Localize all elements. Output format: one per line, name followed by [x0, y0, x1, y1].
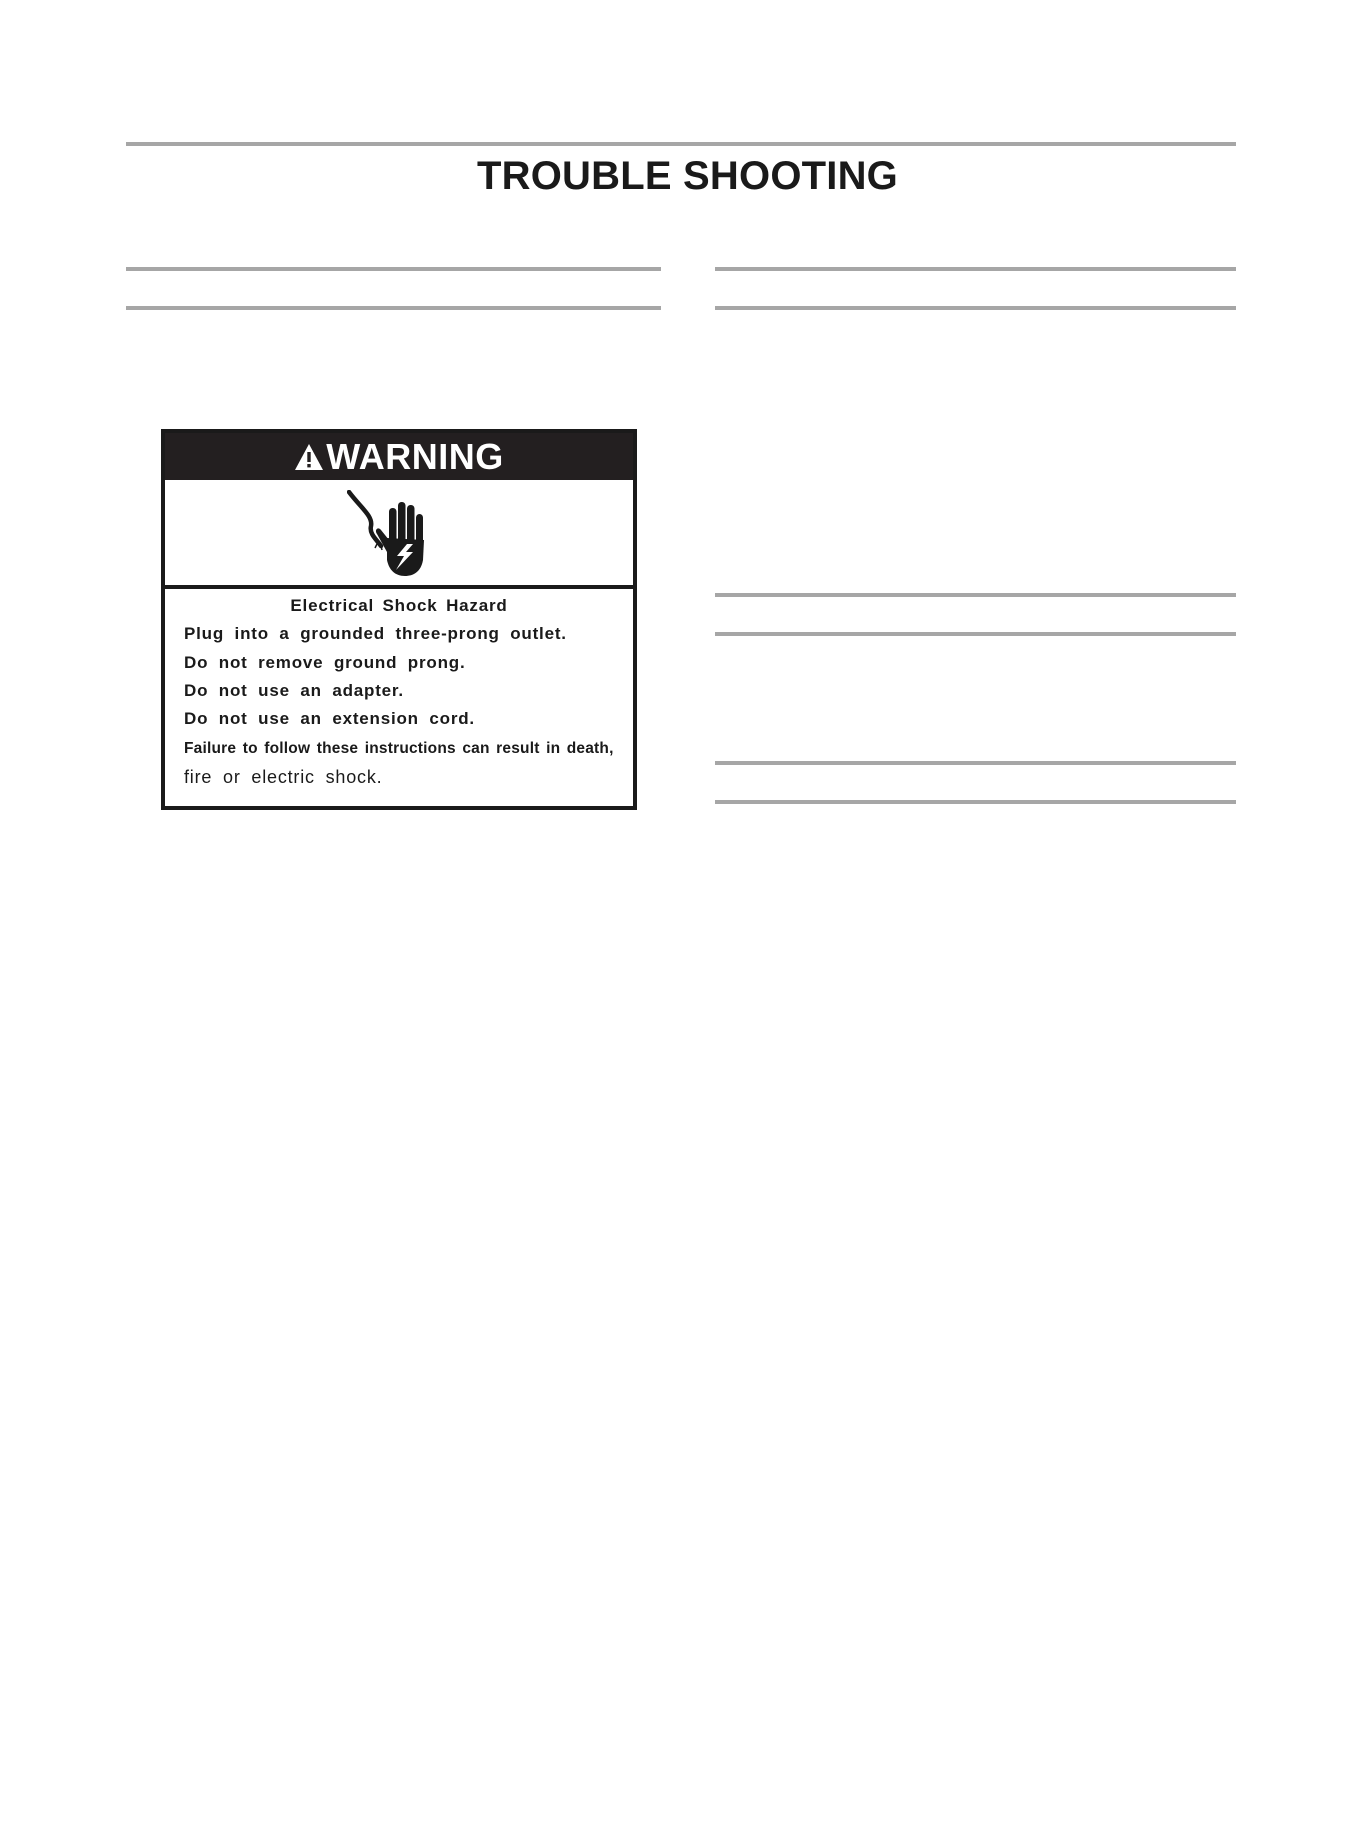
- warning-header: [165, 433, 633, 480]
- instruction-line: Do not remove ground prong.: [184, 653, 466, 672]
- hazard-text-area: [165, 589, 633, 806]
- warning-box: [161, 429, 637, 810]
- instruction-line: Failure to follow these instructions can result in death,: [184, 740, 614, 757]
- left-section-rule-top: [126, 267, 661, 271]
- right-section-rule-5: [715, 761, 1236, 765]
- right-section-rule-6: [715, 800, 1236, 804]
- hazard-icon-area: [165, 480, 633, 589]
- hazard-title: Electrical Shock Hazard: [290, 596, 508, 615]
- instruction-line: Do not use an extension cord.: [184, 709, 475, 728]
- instruction-line: Plug into a grounded three-prong outlet.: [184, 624, 567, 643]
- right-section-rule-2: [715, 306, 1236, 310]
- page-title: TROUBLE SHOOTING: [477, 154, 898, 198]
- right-section-rule-1: [715, 267, 1236, 271]
- instruction-line: Do not use an adapter.: [184, 681, 404, 700]
- left-section-rule-bottom: [126, 306, 661, 310]
- right-section-rule-4: [715, 632, 1236, 636]
- electrical-shock-hand-icon: [347, 490, 427, 578]
- right-section-rule-3: [715, 593, 1236, 597]
- warning-label: WARNING: [326, 435, 504, 477]
- top-rule: [126, 142, 1236, 146]
- instruction-line: fire or electric shock.: [184, 767, 383, 787]
- alert-triangle-icon: [294, 443, 324, 471]
